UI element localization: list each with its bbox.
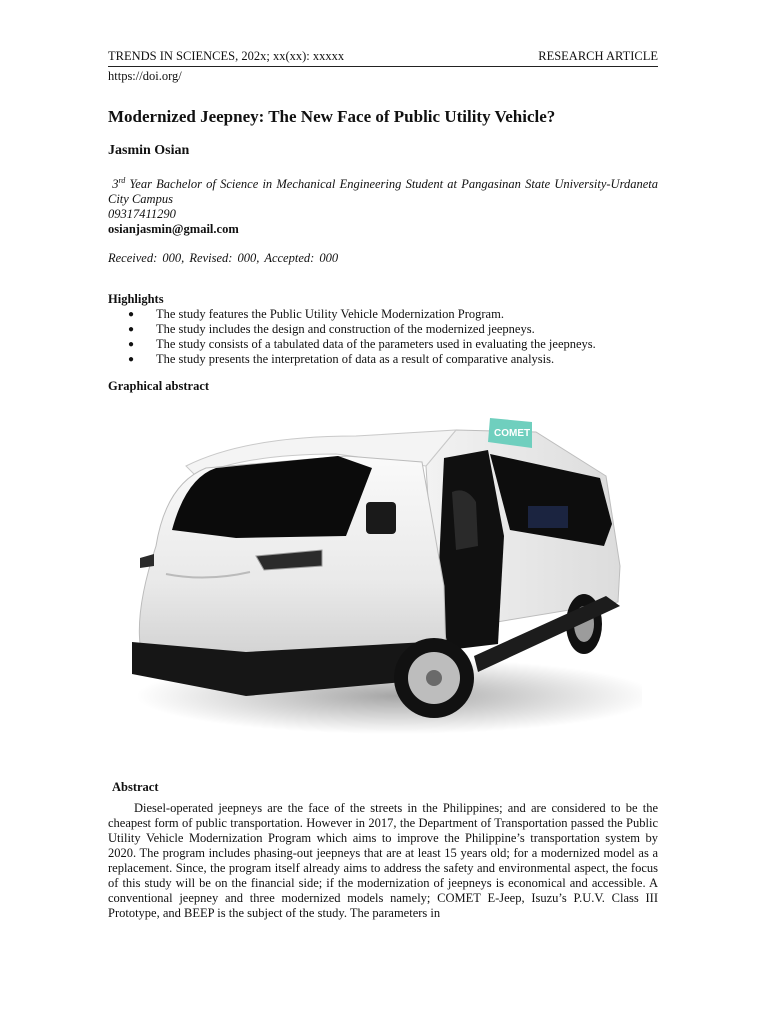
list-item bbox=[108, 307, 658, 322]
vehicle-sign-text: COMET bbox=[494, 428, 531, 439]
list-item bbox=[108, 337, 658, 352]
page-content bbox=[108, 48, 658, 394]
journal-name: TRENDS IN SCIENCES, 202x; xx(xx): xxxxx bbox=[108, 49, 345, 63]
highlight-text: The study features the Public Utility Vehicle Modernization Program. bbox=[156, 307, 504, 321]
bullet-icon: ● bbox=[128, 354, 135, 365]
affiliation-text: Year Bachelor of Science in Mechanical Engineering Student at Pangasinan State University-Urdaneta City Campus bbox=[108, 177, 658, 206]
bullet-icon: ● bbox=[128, 339, 135, 350]
header-rule bbox=[108, 66, 658, 67]
paper-title: Modernized Jeepney: The New Face of Public Utility Vehicle? bbox=[108, 107, 556, 126]
affiliation bbox=[108, 177, 658, 207]
article-type: RESEARCH ARTICLE bbox=[538, 49, 658, 63]
author-phone: 09317411290 bbox=[108, 207, 176, 221]
highlight-text: The study presents the interpretation of data as a result of comparative analysis. bbox=[156, 352, 555, 366]
running-header bbox=[108, 48, 658, 64]
submission-dates: Received: 000, Revised: 000, Accepted: 000 bbox=[108, 251, 339, 265]
abstract-section bbox=[108, 780, 658, 921]
list-item bbox=[108, 352, 658, 367]
year-number: 3 bbox=[112, 177, 119, 191]
bullet-icon: ● bbox=[128, 309, 135, 320]
doi-link[interactable]: https://doi.org/ bbox=[108, 69, 182, 83]
author-email[interactable]: osianjasmin@gmail.com bbox=[108, 222, 239, 236]
highlight-text: The study includes the design and construction of the modernized jeepneys. bbox=[156, 322, 535, 336]
jeepney-image bbox=[126, 406, 642, 752]
highlights-list bbox=[108, 307, 658, 367]
highlight-text: The study consists of a tabulated data of the parameters used in evaluating the jeepneys. bbox=[156, 337, 596, 351]
highlights-heading: Highlights bbox=[108, 292, 164, 306]
bullet-icon: ● bbox=[128, 324, 135, 335]
year-superscript: rd bbox=[118, 175, 126, 185]
author-name: Jasmin Osian bbox=[108, 143, 190, 158]
graphical-abstract-heading: Graphical abstract bbox=[108, 379, 210, 393]
jeepney-illustration bbox=[126, 406, 642, 752]
list-item bbox=[108, 322, 658, 337]
highlights-section bbox=[108, 292, 658, 367]
abstract-heading: Abstract bbox=[112, 780, 159, 794]
abstract-text: Diesel-operated jeepneys are the face of the streets in the Philippines; and are considered to be the cheapest form of public transportation. However in 2017, the Department of Transportation passed the Public Utility Vehicle Modernization Program which aims to improve the Philippine’s transportation system by 2020. The program includes phasing-out jeepneys that are at least 15 years old; for a modernized model as a replacement. Since, the program itself already aims to address the safety and environmental aspect, the focus of this study will be on the financial side; if the modernization of jeepneys is economical and accessible. A conventional jeepney and three modernized models namely; COMET E-Jeep, Isuzu’s P.U.V. Class III Prototype, and BEEP is the subject of the study. The parameters in bbox=[108, 801, 658, 920]
